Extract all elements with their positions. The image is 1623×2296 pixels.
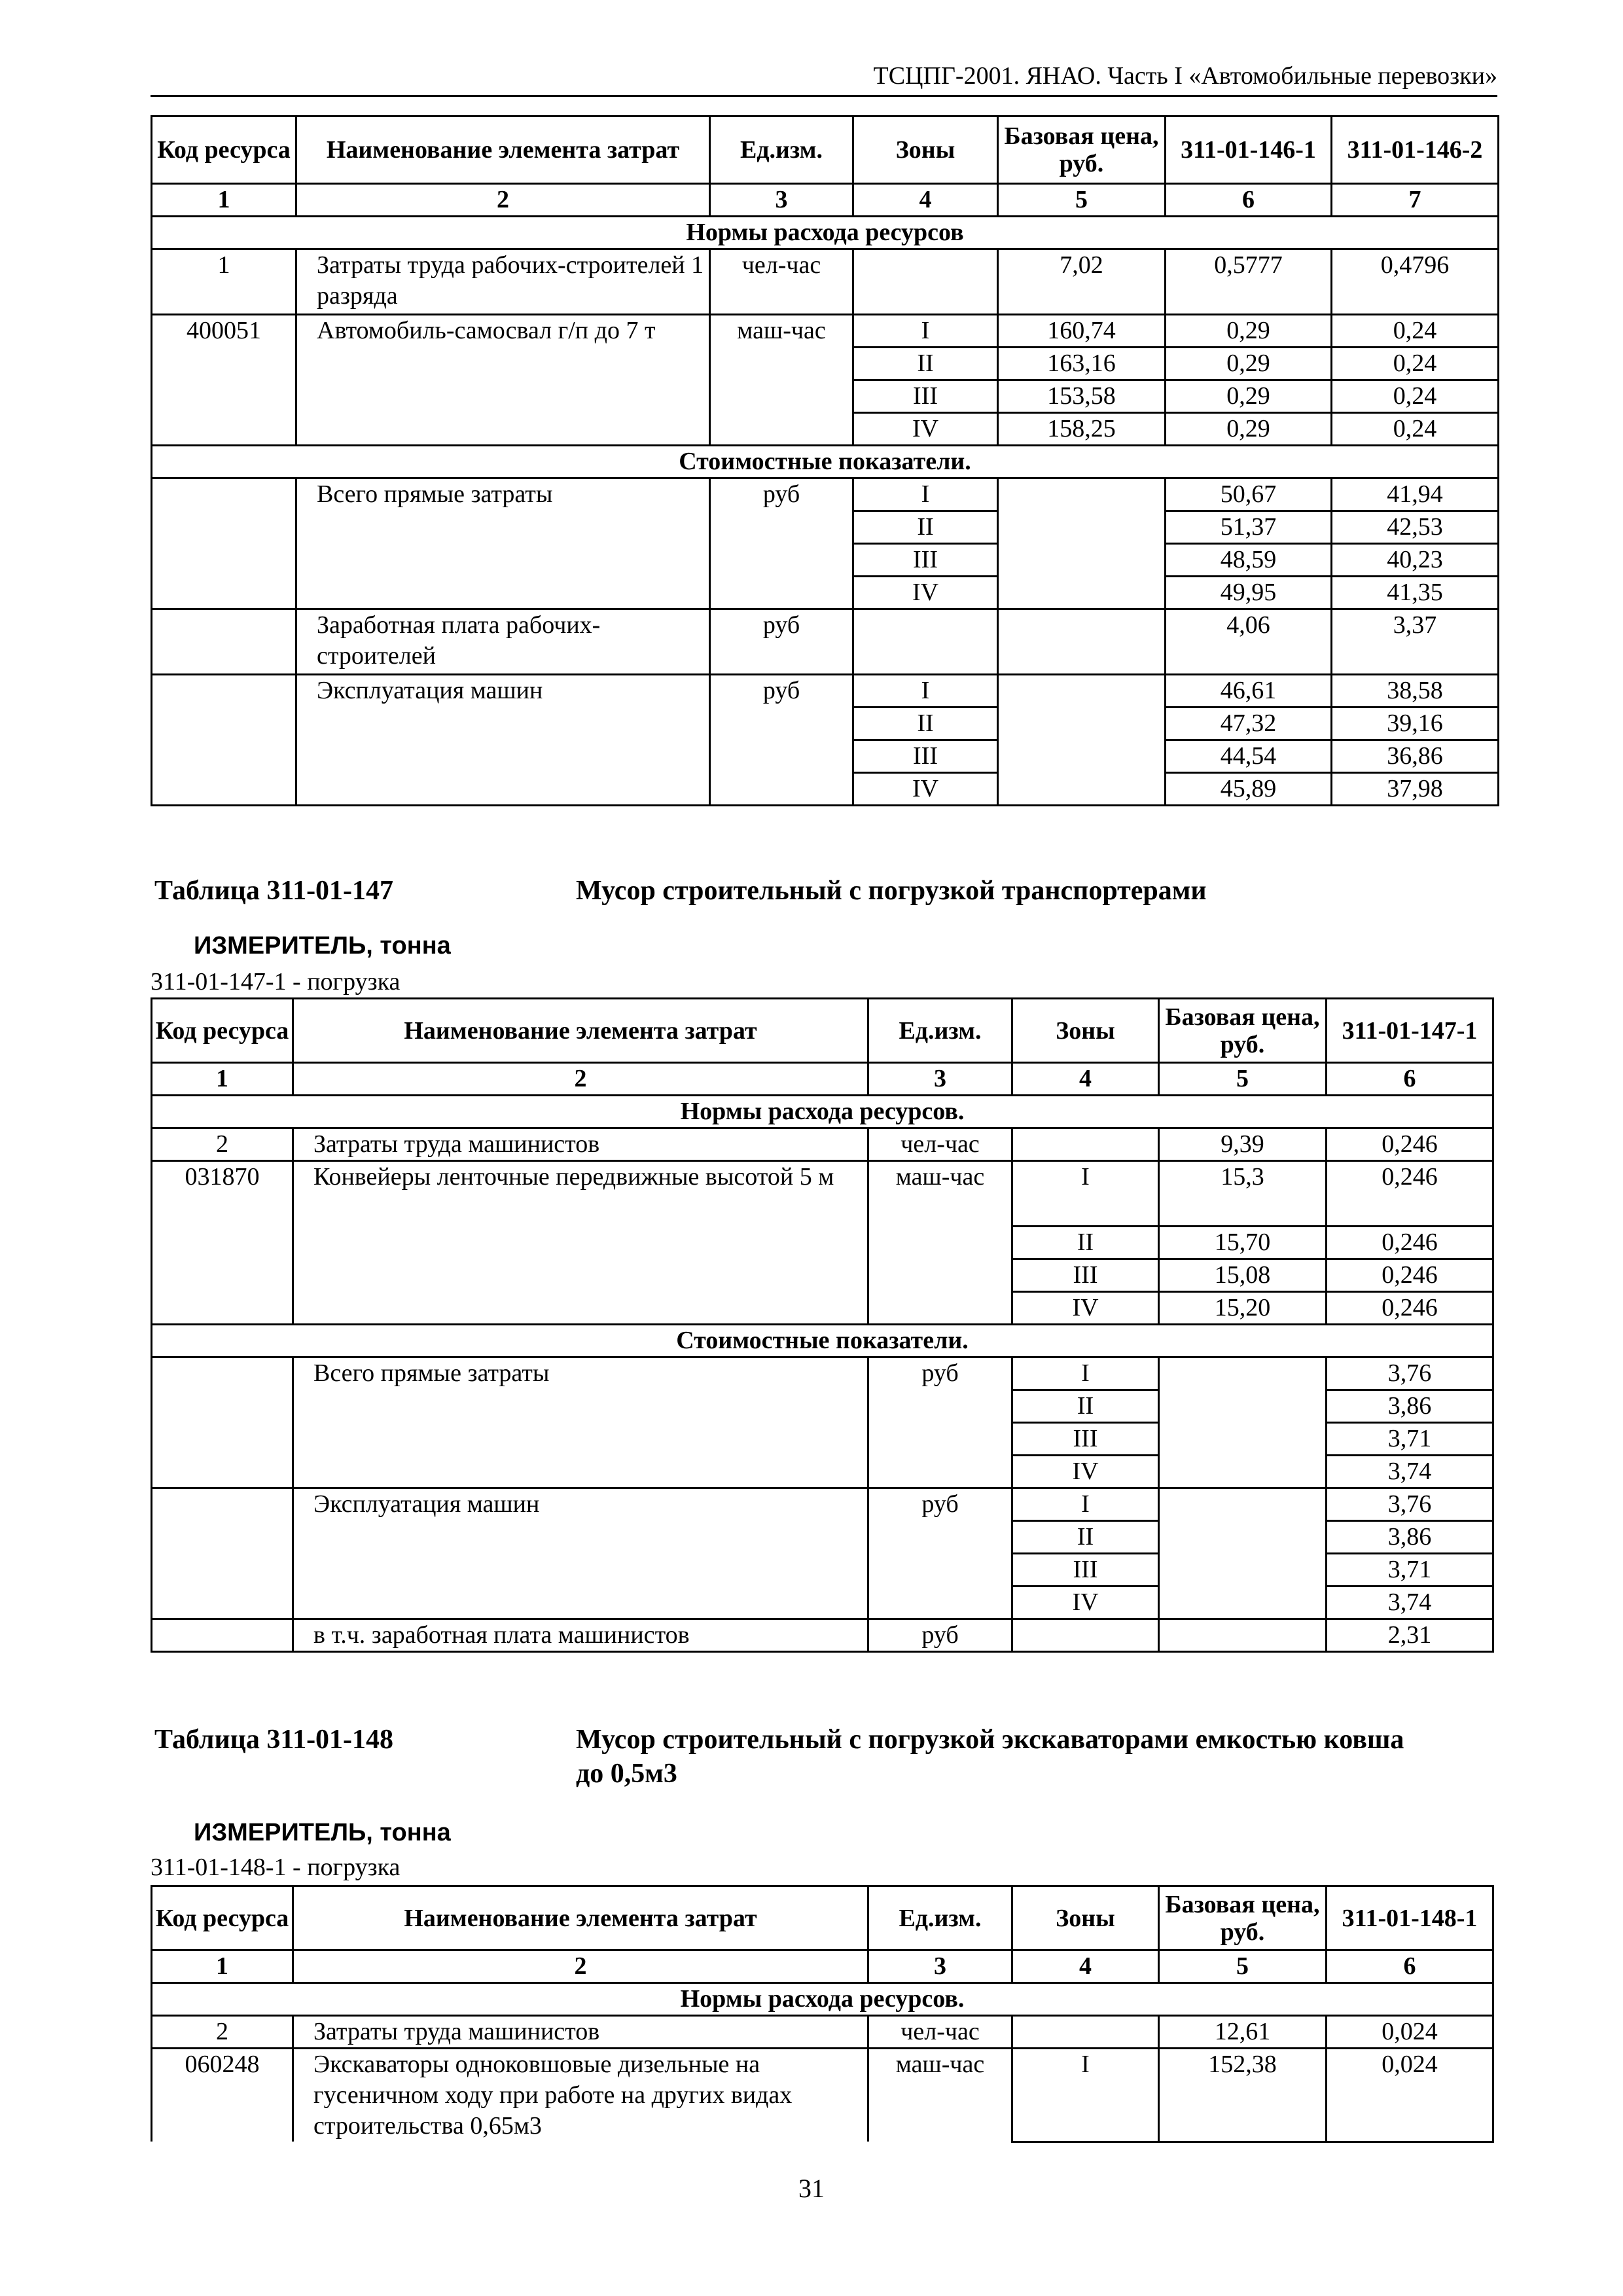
col-number: 6 <box>1166 184 1332 217</box>
zone: III <box>1012 1554 1159 1587</box>
col-number: 4 <box>1012 1063 1159 1096</box>
resource-code <box>152 1619 293 1652</box>
col-number: 6 <box>1327 1950 1493 1983</box>
resource-unit: маш-час <box>868 1161 1012 1325</box>
resource-unit: руб <box>710 675 853 806</box>
value-col7: 42,53 <box>1332 511 1499 544</box>
value-col6: 0,5777 <box>1166 249 1332 315</box>
table-row <box>152 1619 1493 1652</box>
col-number: 2 <box>296 184 710 217</box>
header-zones: Зоны <box>853 117 998 184</box>
value-col6: 0,246 <box>1327 1227 1493 1259</box>
base-price: 15,08 <box>1159 1259 1327 1292</box>
value-col6: 0,246 <box>1327 1292 1493 1325</box>
resource-name: Затраты труда машинистов <box>293 2016 868 2049</box>
zone: III <box>853 740 998 773</box>
value-col6: 47,32 <box>1166 708 1332 740</box>
base-price: 9,39 <box>1159 1128 1327 1161</box>
section-row <box>152 1325 1493 1357</box>
resource-name: Всего прямые затраты <box>293 1357 868 1488</box>
table-row <box>152 675 1499 708</box>
subtable-label: 311-01-148-1 - погрузка <box>151 1854 401 1881</box>
zone: I <box>853 675 998 708</box>
resource-name: Затраты труда машинистов <box>293 1128 868 1161</box>
section-cost: Стоимостные показатели. <box>152 1325 1493 1357</box>
resource-code <box>152 1357 293 1488</box>
resource-code: 400051 <box>152 315 296 446</box>
base-price: 12,61 <box>1159 2016 1327 2049</box>
col-number: 7 <box>1332 184 1499 217</box>
col-number: 5 <box>1159 1063 1327 1096</box>
value-col6: 50,67 <box>1166 478 1332 511</box>
value-col7: 41,94 <box>1332 478 1499 511</box>
base-price <box>998 478 1166 609</box>
value-col6: 3,86 <box>1327 1521 1493 1554</box>
zone: IV <box>853 577 998 609</box>
base-price <box>1159 1619 1327 1652</box>
table-311-01-146 <box>151 115 1499 806</box>
value-col6: 48,59 <box>1166 544 1332 577</box>
column-number-row <box>152 184 1499 217</box>
value-col6: 46,61 <box>1166 675 1332 708</box>
resource-unit: маш-час <box>868 2049 1012 2142</box>
table-row <box>152 478 1499 511</box>
table-row <box>152 1488 1493 1521</box>
resource-code: 1 <box>152 249 296 315</box>
zone: I <box>1012 1161 1159 1227</box>
value-col6: 3,71 <box>1327 1554 1493 1587</box>
resource-name: Эксплуатация машин <box>296 675 710 806</box>
section-row <box>152 217 1499 249</box>
table-label: Таблица 311-01-147 <box>154 876 394 906</box>
col-number: 5 <box>998 184 1166 217</box>
col-number: 3 <box>868 1063 1012 1096</box>
zone: II <box>853 348 998 380</box>
value-col6: 3,74 <box>1327 1587 1493 1619</box>
table-header-row <box>152 1886 1493 1950</box>
base-price: 7,02 <box>998 249 1166 315</box>
value-col7: 39,16 <box>1332 708 1499 740</box>
header-unit: Ед.изм. <box>868 999 1012 1063</box>
header-col6: 311-01-147-1 <box>1327 999 1493 1063</box>
resource-name: Эксплуатация машин <box>293 1488 868 1619</box>
resource-code: 2 <box>152 2016 293 2049</box>
value-col7: 0,4796 <box>1332 249 1499 315</box>
table-row <box>152 1161 1493 1227</box>
resource-unit: руб <box>868 1488 1012 1619</box>
base-price: 158,25 <box>998 413 1166 446</box>
table-row <box>152 249 1499 315</box>
resource-name: в т.ч. заработная плата машинистов <box>293 1619 868 1652</box>
zone: III <box>1012 1423 1159 1456</box>
table-header-row <box>152 999 1493 1063</box>
zone: III <box>1012 1259 1159 1292</box>
section-norms: Нормы расхода ресурсов. <box>152 1096 1493 1128</box>
header-zones: Зоны <box>1012 1886 1159 1950</box>
zone: III <box>853 544 998 577</box>
section-row <box>152 1983 1493 2016</box>
zone: II <box>1012 1227 1159 1259</box>
resource-name: Заработная плата рабочих-строителей <box>296 609 710 675</box>
value-col6: 0,29 <box>1166 413 1332 446</box>
value-col6: 0,29 <box>1166 315 1332 348</box>
header-col6: 311-01-148-1 <box>1327 1886 1493 1950</box>
section-cost: Стоимостные показатели. <box>152 446 1499 478</box>
value-col7: 40,23 <box>1332 544 1499 577</box>
header-price: Базовая цена, руб. <box>998 117 1166 184</box>
zone-cell <box>853 609 998 675</box>
resource-code: 060248 <box>152 2049 293 2142</box>
resource-code <box>152 609 296 675</box>
zone: IV <box>853 773 998 806</box>
header-name: Наименование элемента затрат <box>293 999 868 1063</box>
value-col6: 49,95 <box>1166 577 1332 609</box>
base-price: 15,3 <box>1159 1161 1327 1227</box>
header-rule <box>151 95 1497 97</box>
resource-unit: маш-час <box>710 315 853 446</box>
value-col7: 41,35 <box>1332 577 1499 609</box>
section-norms: Нормы расхода ресурсов <box>152 217 1499 249</box>
header-unit: Ед.изм. <box>868 1886 1012 1950</box>
value-col6: 0,29 <box>1166 380 1332 413</box>
header-col7: 311-01-146-2 <box>1332 117 1499 184</box>
zone-cell <box>1012 2016 1159 2049</box>
value-col6: 3,76 <box>1327 1357 1493 1390</box>
zone: I <box>1012 2049 1159 2142</box>
value-col6: 3,76 <box>1327 1488 1493 1521</box>
value-col7: 37,98 <box>1332 773 1499 806</box>
resource-unit: чел-час <box>868 1128 1012 1161</box>
base-price: 163,16 <box>998 348 1166 380</box>
header-price: Базовая цена, руб. <box>1159 1886 1327 1950</box>
header-name: Наименование элемента затрат <box>296 117 710 184</box>
col-number: 2 <box>293 1950 868 1983</box>
value-col7: 0,24 <box>1332 380 1499 413</box>
resource-unit: чел-час <box>710 249 853 315</box>
resource-code: 031870 <box>152 1161 293 1325</box>
section-row <box>152 446 1499 478</box>
col-number: 4 <box>853 184 998 217</box>
running-header: ТСЦПГ-2001. ЯНАО. Часть I «Автомобильные перевозки» <box>873 62 1497 90</box>
base-price: 15,20 <box>1159 1292 1327 1325</box>
col-number: 2 <box>293 1063 868 1096</box>
table-row <box>152 315 1499 348</box>
zone-cell <box>853 249 998 315</box>
subtable-label: 311-01-147-1 - погрузка <box>151 968 401 996</box>
zone: II <box>1012 1390 1159 1423</box>
value-col6: 3,71 <box>1327 1423 1493 1456</box>
zone: II <box>1012 1521 1159 1554</box>
col-number: 3 <box>868 1950 1012 1983</box>
value-col6: 0,024 <box>1327 2016 1493 2049</box>
base-price: 15,70 <box>1159 1227 1327 1259</box>
table-row <box>152 1357 1493 1390</box>
table-title: Мусор строительный с погрузкой транспортерами <box>576 876 1207 906</box>
resource-name: Экскаваторы одноковшовые дизельные на гусеничном ходу при работе на других видах строительства 0,65м3 <box>293 2049 868 2142</box>
value-col6: 2,31 <box>1327 1619 1493 1652</box>
resource-name: Всего прямые затраты <box>296 478 710 609</box>
value-col6: 3,74 <box>1327 1456 1493 1488</box>
table-311-01-148 <box>151 1885 1494 2143</box>
table-header-row <box>152 117 1499 184</box>
value-col7: 0,24 <box>1332 315 1499 348</box>
table-title-line1: Мусор строительный с погрузкой экскаваторами емкостью ковша <box>576 1725 1404 1755</box>
zone: III <box>853 380 998 413</box>
resource-code <box>152 1488 293 1619</box>
base-price: 153,58 <box>998 380 1166 413</box>
zone: I <box>853 315 998 348</box>
table-row <box>152 2016 1493 2049</box>
base-price: 152,38 <box>1159 2049 1327 2142</box>
resource-code <box>152 478 296 609</box>
zone: IV <box>853 413 998 446</box>
header-code: Код ресурса <box>152 1886 293 1950</box>
resource-unit: руб <box>868 1619 1012 1652</box>
header-code: Код ресурса <box>152 999 293 1063</box>
col-number: 3 <box>710 184 853 217</box>
table-row <box>152 609 1499 675</box>
resource-unit: чел-час <box>868 2016 1012 2049</box>
zone: I <box>1012 1488 1159 1521</box>
value-col7: 36,86 <box>1332 740 1499 773</box>
measure-label: ИЗМЕРИТЕЛЬ, тонна <box>194 932 451 960</box>
header-unit: Ед.изм. <box>710 117 853 184</box>
table-311-01-147 <box>151 997 1494 1653</box>
resource-name: Автомобиль-самосвал г/п до 7 т <box>296 315 710 446</box>
header-code: Код ресурса <box>152 117 296 184</box>
value-col6: 44,54 <box>1166 740 1332 773</box>
value-col7: 0,24 <box>1332 348 1499 380</box>
resource-name: Конвейеры ленточные передвижные высотой 5 м <box>293 1161 868 1325</box>
base-price <box>998 609 1166 675</box>
resource-code: 2 <box>152 1128 293 1161</box>
col-number: 4 <box>1012 1950 1159 1983</box>
value-col6: 0,246 <box>1327 1128 1493 1161</box>
resource-name: Затраты труда рабочих-строителей 1 разряда <box>296 249 710 315</box>
header-name: Наименование элемента затрат <box>293 1886 868 1950</box>
value-col6: 51,37 <box>1166 511 1332 544</box>
base-price <box>1159 1357 1327 1488</box>
col-number: 5 <box>1159 1950 1327 1983</box>
value-col6: 0,024 <box>1327 2049 1493 2142</box>
value-col6: 3,86 <box>1327 1390 1493 1423</box>
value-col7: 38,58 <box>1332 675 1499 708</box>
resource-unit: руб <box>710 609 853 675</box>
table-row <box>152 2049 1493 2142</box>
section-row <box>152 1096 1493 1128</box>
column-number-row <box>152 1063 1493 1096</box>
header-zones: Зоны <box>1012 999 1159 1063</box>
resource-code <box>152 675 296 806</box>
header-col6: 311-01-146-1 <box>1166 117 1332 184</box>
value-col6: 45,89 <box>1166 773 1332 806</box>
table-title-line2: до 0,5м3 <box>576 1759 677 1789</box>
column-number-row <box>152 1950 1493 1983</box>
zone: IV <box>1012 1456 1159 1488</box>
col-number: 1 <box>152 1950 293 1983</box>
resource-unit: руб <box>868 1357 1012 1488</box>
col-number: 1 <box>152 1063 293 1096</box>
value-col6: 0,29 <box>1166 348 1332 380</box>
value-col6: 4,06 <box>1166 609 1332 675</box>
zone: II <box>853 511 998 544</box>
col-number: 6 <box>1327 1063 1493 1096</box>
value-col7: 0,24 <box>1332 413 1499 446</box>
zone: IV <box>1012 1587 1159 1619</box>
zone-cell <box>1012 1128 1159 1161</box>
section-norms: Нормы расхода ресурсов. <box>152 1983 1493 2016</box>
page-number: 31 <box>798 2174 825 2203</box>
base-price <box>998 675 1166 806</box>
zone: I <box>1012 1357 1159 1390</box>
header-price: Базовая цена, руб. <box>1159 999 1327 1063</box>
zone: II <box>853 708 998 740</box>
resource-unit: руб <box>710 478 853 609</box>
col-number: 1 <box>152 184 296 217</box>
base-price <box>1159 1488 1327 1619</box>
value-col6: 0,246 <box>1327 1161 1493 1227</box>
zone: IV <box>1012 1292 1159 1325</box>
table-label: Таблица 311-01-148 <box>154 1725 394 1755</box>
value-col7: 3,37 <box>1332 609 1499 675</box>
table-row <box>152 1128 1493 1161</box>
zone: I <box>853 478 998 511</box>
measure-label: ИЗМЕРИТЕЛЬ, тонна <box>194 1819 451 1846</box>
base-price: 160,74 <box>998 315 1166 348</box>
value-col6: 0,246 <box>1327 1259 1493 1292</box>
zone-cell <box>1012 1619 1159 1652</box>
